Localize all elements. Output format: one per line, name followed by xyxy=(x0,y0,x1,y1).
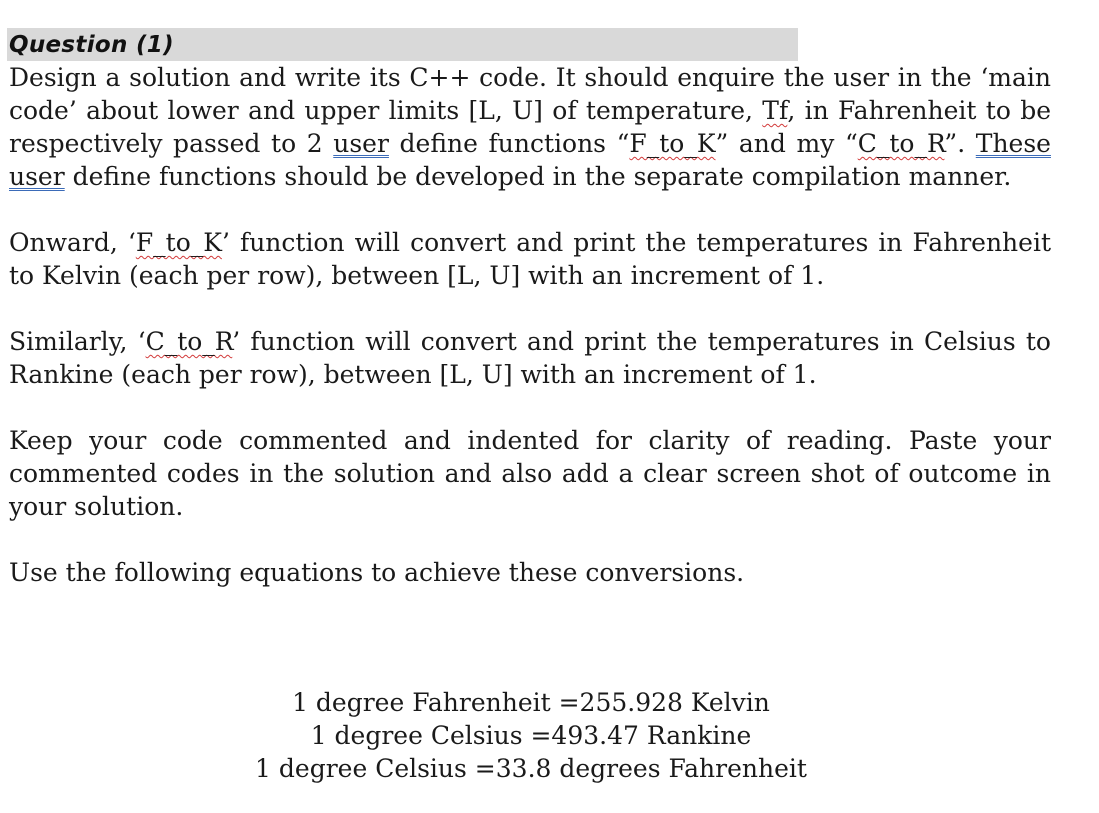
spell-flag-f-to-k-2: F_to_K xyxy=(135,228,222,257)
spell-flag-c-to-r-2: C_to_R xyxy=(145,327,233,356)
grammar-flag-these-user: These user xyxy=(9,129,1051,191)
paragraph-5: Use the following equations to achieve these conversions. xyxy=(9,558,745,587)
heading-highlight xyxy=(7,28,798,61)
grammar-flag-user: user xyxy=(333,129,389,158)
equations-block xyxy=(0,686,1062,785)
spell-flag-tf: Tf xyxy=(762,96,788,125)
equation-line: 1 degree Celsius =493.47 Rankine xyxy=(310,721,752,750)
paragraph-3: Similarly, ‘C_to_R’ function will convert and print the temperatures in Celsius to Rankine (each per row), between [L, U] with an increment of 1. xyxy=(9,327,1051,389)
spell-flag-f-to-k: F_to_K xyxy=(629,129,716,158)
paragraph-1: Design a solution and write its C++ code. It should enquire the user in the ‘main code’ about lower and upper limits [L, U] of temperature, Tf, in Fahrenheit to be respectively passed to 2 user define functions “F_to_K” and my “C_to_R”. These user define functions should be developed in the separate compilation manner. xyxy=(9,63,1051,191)
paragraph-2: Onward, ‘F_to_K’ function will convert and print the temperatures in Fahrenheit to Kelvin (each per row), between [L, U] with an increment of 1. xyxy=(9,228,1051,290)
equation-line: 1 degree Celsius =33.8 degrees Fahrenheit xyxy=(255,754,807,783)
paragraph-4: Keep your code commented and indented for clarity of reading. Paste your commented codes in the solution and also add a clear screen shot of outcome in your solution. xyxy=(9,426,1051,521)
document-page xyxy=(9,28,1051,589)
equation-line: 1 degree Fahrenheit =255.928 Kelvin xyxy=(292,688,770,717)
question-heading: Question (1) xyxy=(9,31,174,58)
spell-flag-c-to-r: C_to_R xyxy=(857,129,945,158)
